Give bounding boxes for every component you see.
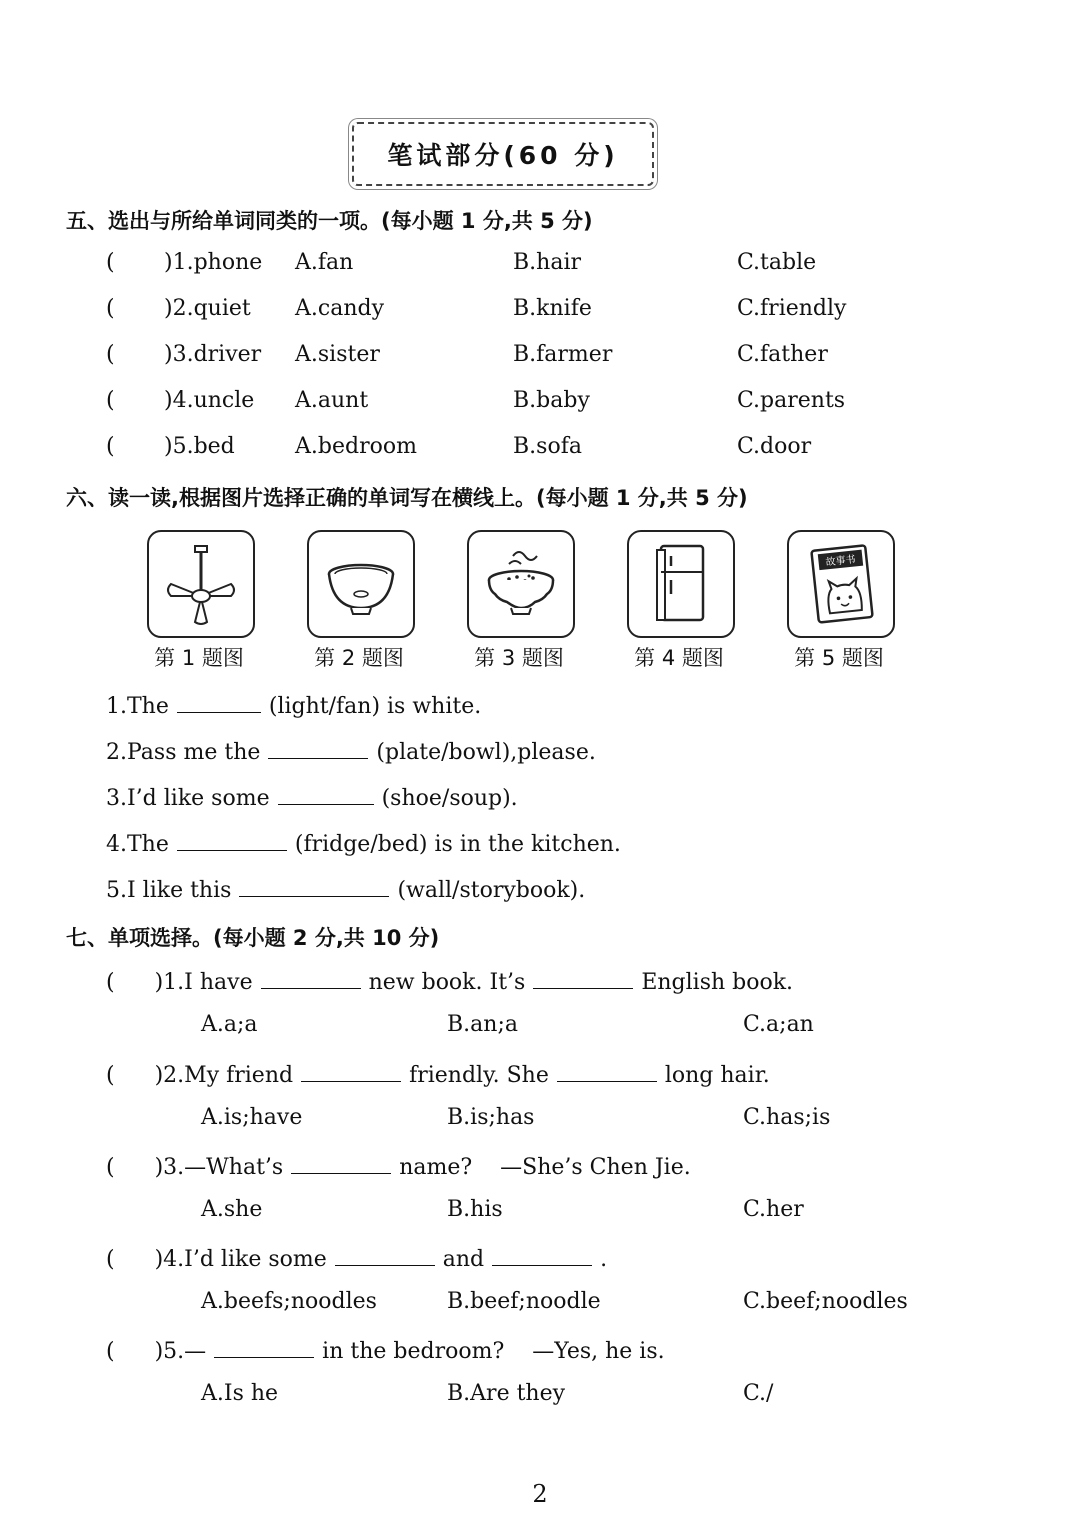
question-text: )4.I’d like some <box>154 1247 327 1272</box>
fill-sentence-4 <box>106 828 621 857</box>
question-text: . <box>600 1247 608 1272</box>
question-text: and <box>442 1247 485 1272</box>
option-c: C.door <box>737 434 812 459</box>
option-b: B.baby <box>513 388 590 413</box>
fridge-icon <box>639 542 723 626</box>
option-b: B.is;has <box>447 1105 535 1130</box>
picture-1-caption: 第 1 题图 <box>154 646 244 670</box>
answer-blank[interactable] <box>261 966 361 989</box>
mc-question-2 <box>106 1059 770 1088</box>
storybook-icon <box>799 542 883 626</box>
answer-blank[interactable] <box>301 1059 401 1082</box>
answer-blank[interactable] <box>177 690 261 713</box>
option-b: B.an;a <box>447 1012 518 1037</box>
bowl-icon <box>319 542 403 626</box>
question-word: )1.phone <box>164 250 263 275</box>
option-a: A.a;a <box>201 1012 258 1037</box>
option-c: C.friendly <box>737 296 847 321</box>
sentence-pre: 3.I’d like some <box>106 786 270 811</box>
answer-blank[interactable] <box>278 782 374 805</box>
picture-4 <box>627 530 735 638</box>
option-c: C.a;an <box>743 1012 814 1037</box>
answer-blank[interactable] <box>557 1059 657 1082</box>
question-text: )3.—What’s <box>154 1155 284 1180</box>
answer-paren[interactable]: ( <box>106 388 115 413</box>
answer-blank[interactable] <box>533 966 633 989</box>
mc-question-1 <box>106 966 793 995</box>
option-c: C.father <box>737 342 828 367</box>
answer-blank[interactable] <box>268 736 368 759</box>
picture-2 <box>307 530 415 638</box>
answer-paren[interactable]: ( <box>106 1247 115 1272</box>
sentence-pre: 4.The <box>106 832 169 857</box>
sentence-post: (wall/storybook). <box>397 878 586 903</box>
option-b: B.his <box>447 1197 503 1222</box>
picture-2-caption: 第 2 题图 <box>314 646 404 670</box>
answer-paren[interactable]: ( <box>106 434 115 459</box>
option-b: B.Are they <box>447 1381 566 1406</box>
page-number: 2 <box>532 1480 548 1508</box>
option-a: A.aunt <box>295 388 369 413</box>
question-text: long hair. <box>664 1063 770 1088</box>
fill-sentence-3 <box>106 782 518 811</box>
sentence-post: (plate/bowl),please. <box>376 740 596 765</box>
question-word: )5.bed <box>164 434 235 459</box>
answer-blank[interactable] <box>335 1243 435 1266</box>
sentence-pre: 5.I like this <box>106 878 232 903</box>
sentence-post: (fridge/bed) is in the kitchen. <box>294 832 621 857</box>
mc-question-3 <box>106 1151 691 1180</box>
mc-question-4 <box>106 1243 607 1272</box>
answer-paren[interactable]: ( <box>106 1339 115 1364</box>
sentence-pre: 2.Pass me the <box>106 740 261 765</box>
option-a: A.fan <box>295 250 354 275</box>
answer-blank[interactable] <box>291 1151 391 1174</box>
question-word: )3.driver <box>164 342 262 367</box>
option-c: C./ <box>743 1381 774 1406</box>
option-a: A.is;have <box>201 1105 303 1130</box>
section7-heading: 七、单项选择。(每小题 2 分,共 10 分) <box>66 926 440 950</box>
banner-title: 笔试部分(60 分) <box>387 141 619 170</box>
option-b: B.farmer <box>513 342 613 367</box>
question-text: name? —She’s Chen Jie. <box>399 1155 691 1180</box>
answer-blank[interactable] <box>239 874 389 897</box>
mc-question-5 <box>106 1335 665 1364</box>
option-c: C.table <box>737 250 817 275</box>
storybook-cover-text: 故事书 <box>825 554 857 569</box>
answer-paren[interactable]: ( <box>106 1155 115 1180</box>
question-text: )1.I have <box>154 970 253 995</box>
fill-sentence-2 <box>106 736 596 765</box>
picture-4-caption: 第 4 题图 <box>634 646 724 670</box>
option-a: A.bedroom <box>295 434 417 459</box>
answer-paren[interactable]: ( <box>106 342 115 367</box>
section-banner <box>352 122 654 186</box>
option-b: B.sofa <box>513 434 582 459</box>
option-c: C.has;is <box>743 1105 831 1130</box>
sentence-pre: 1.The <box>106 694 169 719</box>
picture-1 <box>147 530 255 638</box>
picture-5 <box>787 530 895 638</box>
option-b: B.hair <box>513 250 581 275</box>
option-a: A.beefs;noodles <box>201 1289 377 1314</box>
question-text: English book. <box>641 970 794 995</box>
option-a: A.Is he <box>201 1381 279 1406</box>
answer-blank[interactable] <box>214 1335 314 1358</box>
option-a: A.sister <box>295 342 380 367</box>
question-text: )5.— <box>154 1339 207 1364</box>
option-b: B.beef;noodle <box>447 1289 601 1314</box>
answer-paren[interactable]: ( <box>106 250 115 275</box>
answer-blank[interactable] <box>177 828 287 851</box>
answer-blank[interactable] <box>492 1243 592 1266</box>
option-c: C.her <box>743 1197 804 1222</box>
sentence-post: (shoe/soup). <box>381 786 518 811</box>
answer-paren[interactable]: ( <box>106 296 115 321</box>
option-c: C.parents <box>737 388 846 413</box>
ceiling-fan-icon <box>159 542 243 626</box>
fill-sentence-1 <box>106 690 481 719</box>
question-text: new book. It’s <box>368 970 526 995</box>
option-a: A.she <box>201 1197 263 1222</box>
section6-heading: 六、读一读,根据图片选择正确的单词写在横线上。(每小题 1 分,共 5 分) <box>66 486 748 510</box>
answer-paren[interactable]: ( <box>106 1063 115 1088</box>
picture-3-caption: 第 3 题图 <box>474 646 564 670</box>
option-b: B.knife <box>513 296 592 321</box>
question-text: in the bedroom? —Yes, he is. <box>322 1339 665 1364</box>
option-a: A.candy <box>295 296 384 321</box>
option-c: C.beef;noodles <box>743 1289 908 1314</box>
question-word: )2.quiet <box>164 296 251 321</box>
picture-3 <box>467 530 575 638</box>
answer-paren[interactable]: ( <box>106 970 115 995</box>
soup-bowl-icon <box>479 542 563 626</box>
question-text: friendly. She <box>409 1063 549 1088</box>
question-text: )2.My friend <box>154 1063 294 1088</box>
fill-sentence-5 <box>106 874 585 903</box>
section5-heading: 五、选出与所给单词同类的一项。(每小题 1 分,共 5 分) <box>66 209 593 233</box>
picture-5-caption: 第 5 题图 <box>794 646 884 670</box>
sentence-post: (light/fan) is white. <box>268 694 482 719</box>
question-word: )4.uncle <box>164 388 255 413</box>
